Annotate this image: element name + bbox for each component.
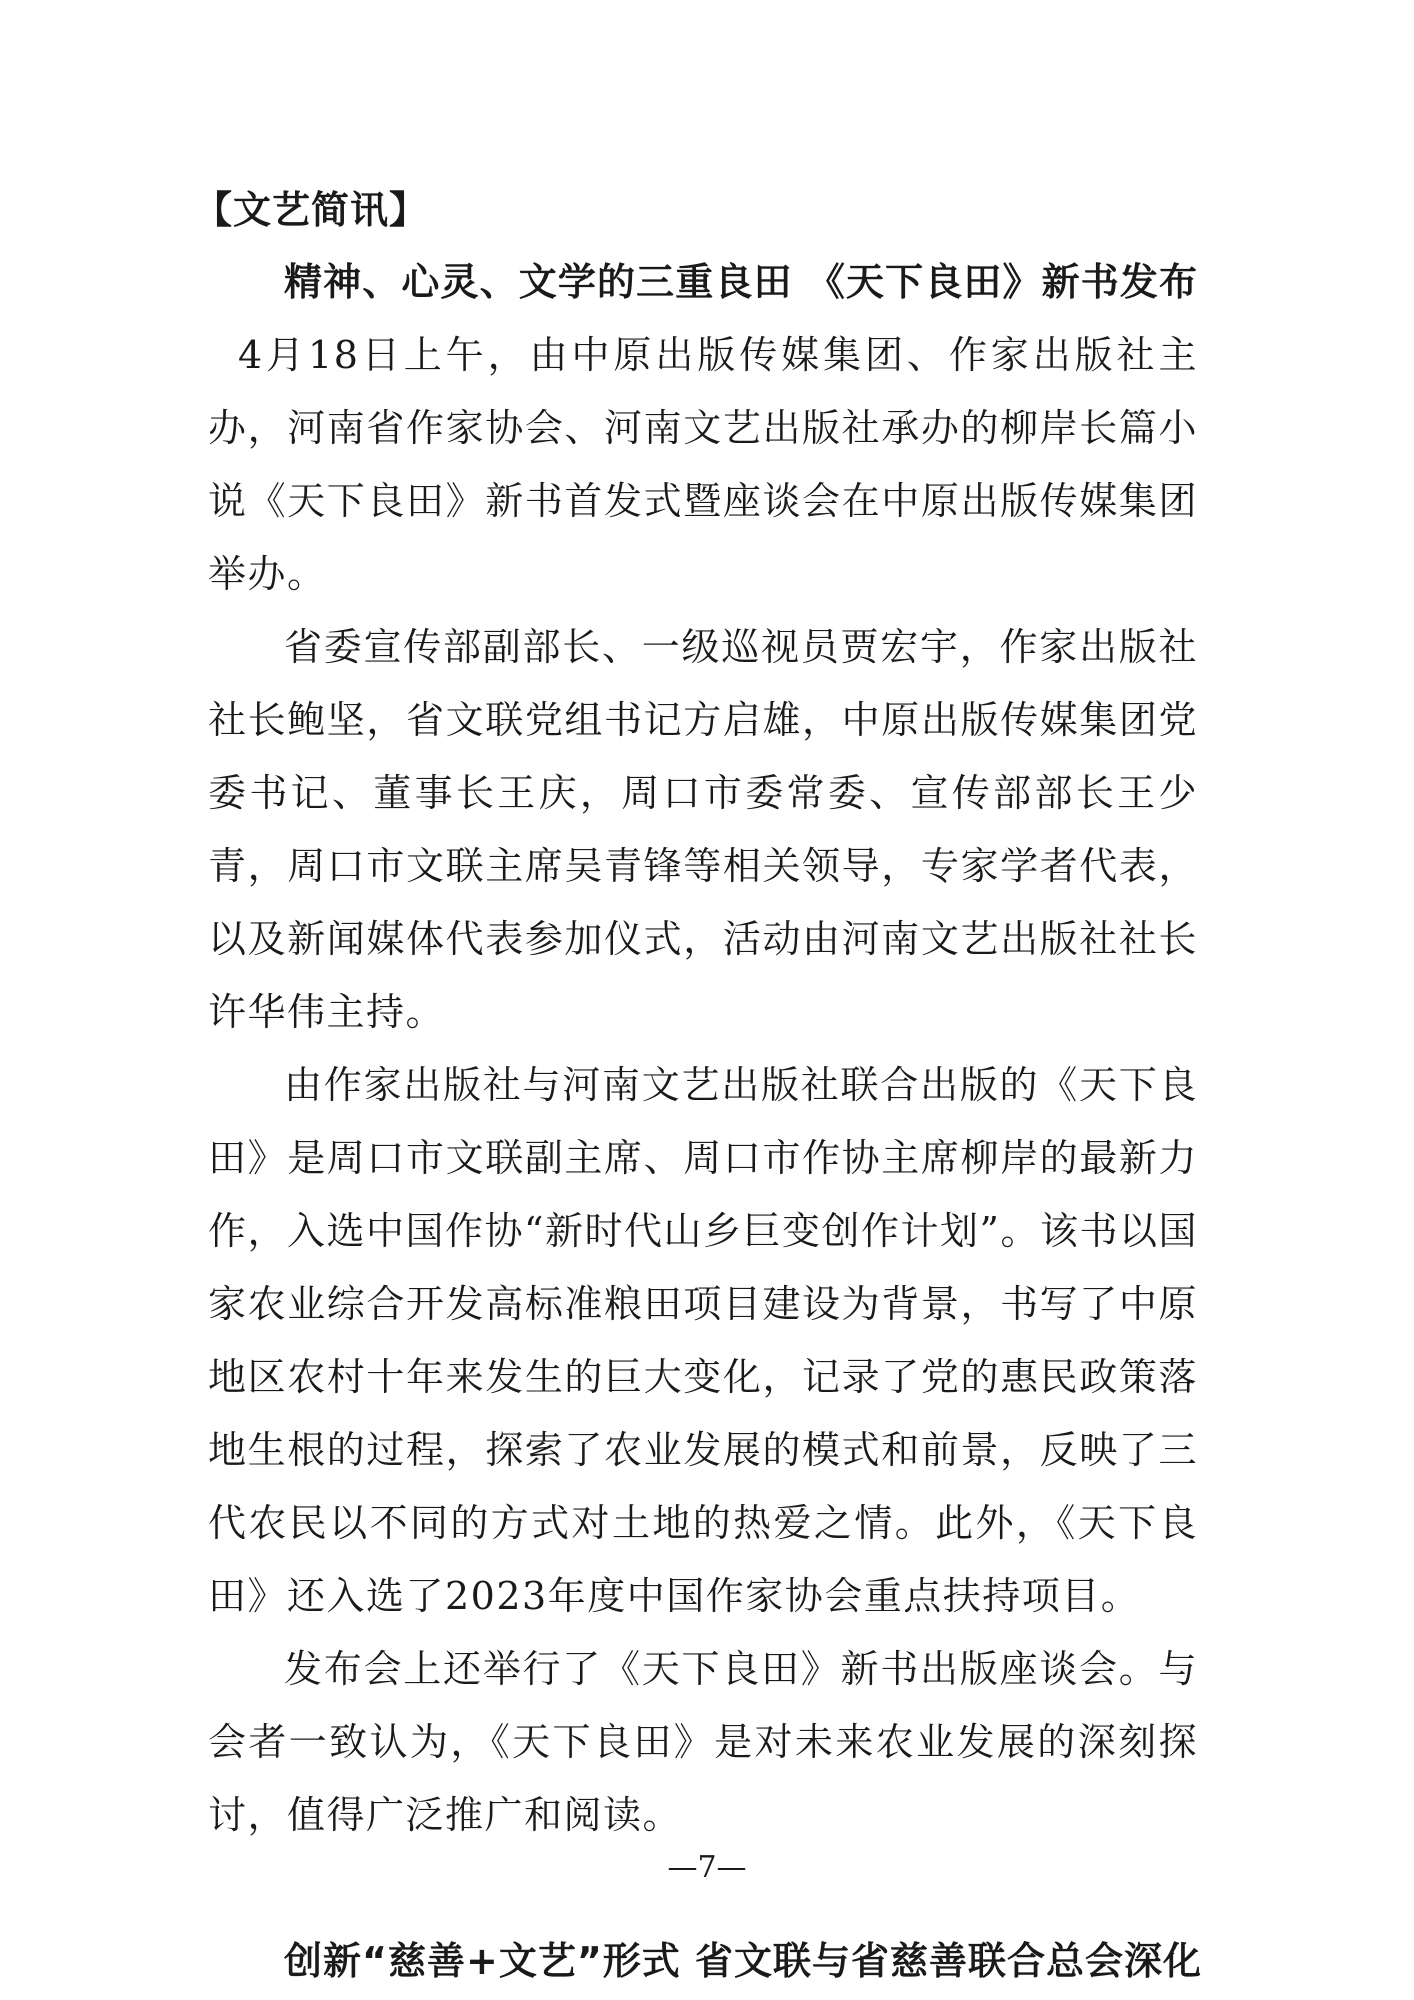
document-body [194, 178, 1203, 1998]
page-number: —7— [667, 1850, 747, 1885]
article1-paragraph-2: 省委宣传部副部长、一级巡视员贾宏宇，作家出版社社长鲍坚，省文联党组书记方启雄，中原出版传媒集团党委书记、董事长王庆，周口市委常委、宣传部部长王少青，周口市文联主席吴青锋等相关领导，专家学者代表，以及新闻媒体代表参加仪式，活动由河南文艺出版社社长许华伟主持。 [208, 625, 1198, 1034]
article1-headline: 精神、心灵、文学的三重良田 《天下良田》新书发布 [284, 260, 1198, 304]
article1-paragraph-3: 由作家出版社与河南文艺出版社联合出版的《天下良田》是周口市文联副主席、周口市作协主席柳岸的最新力作，入选中国作协“新时代山乡巨变创作计划”。该书以国家农业综合开发高标准粮田项目建设为背景，书写了中原地区农村十年来发生的巨大变化，记录了党的惠民政策落地生根的过程，探索了农业发展的模式和前景，反映了三代农民以不同的方式对土地的热爱之情。此外，《天下良田》还入选了2023年度中国作家协会重点扶持项目。 [208, 1063, 1198, 1618]
section-label: 【文艺简讯】 [194, 188, 429, 232]
article1-paragraph-4: 发布会上还举行了《天下良田》新书出版座谈会。与会者一致认为，《天下良田》是对未来农业发展的深刻探讨，值得广泛推广和阅读。 [208, 1647, 1198, 1837]
article1-lead-paragraph [208, 246, 1198, 611]
article1-paragraph-1: 4月18日上午，由中原出版传媒集团、作家出版社主办，河南省作家协会、河南文艺出版社承办的柳岸长篇小说《天下良田》新书首发式暨座谈会在中原出版传媒集团举办。 [208, 333, 1198, 596]
article2-headline: 创新“慈善+文艺”形式 省文联与省慈善联合总会深化 [284, 1939, 1203, 1983]
